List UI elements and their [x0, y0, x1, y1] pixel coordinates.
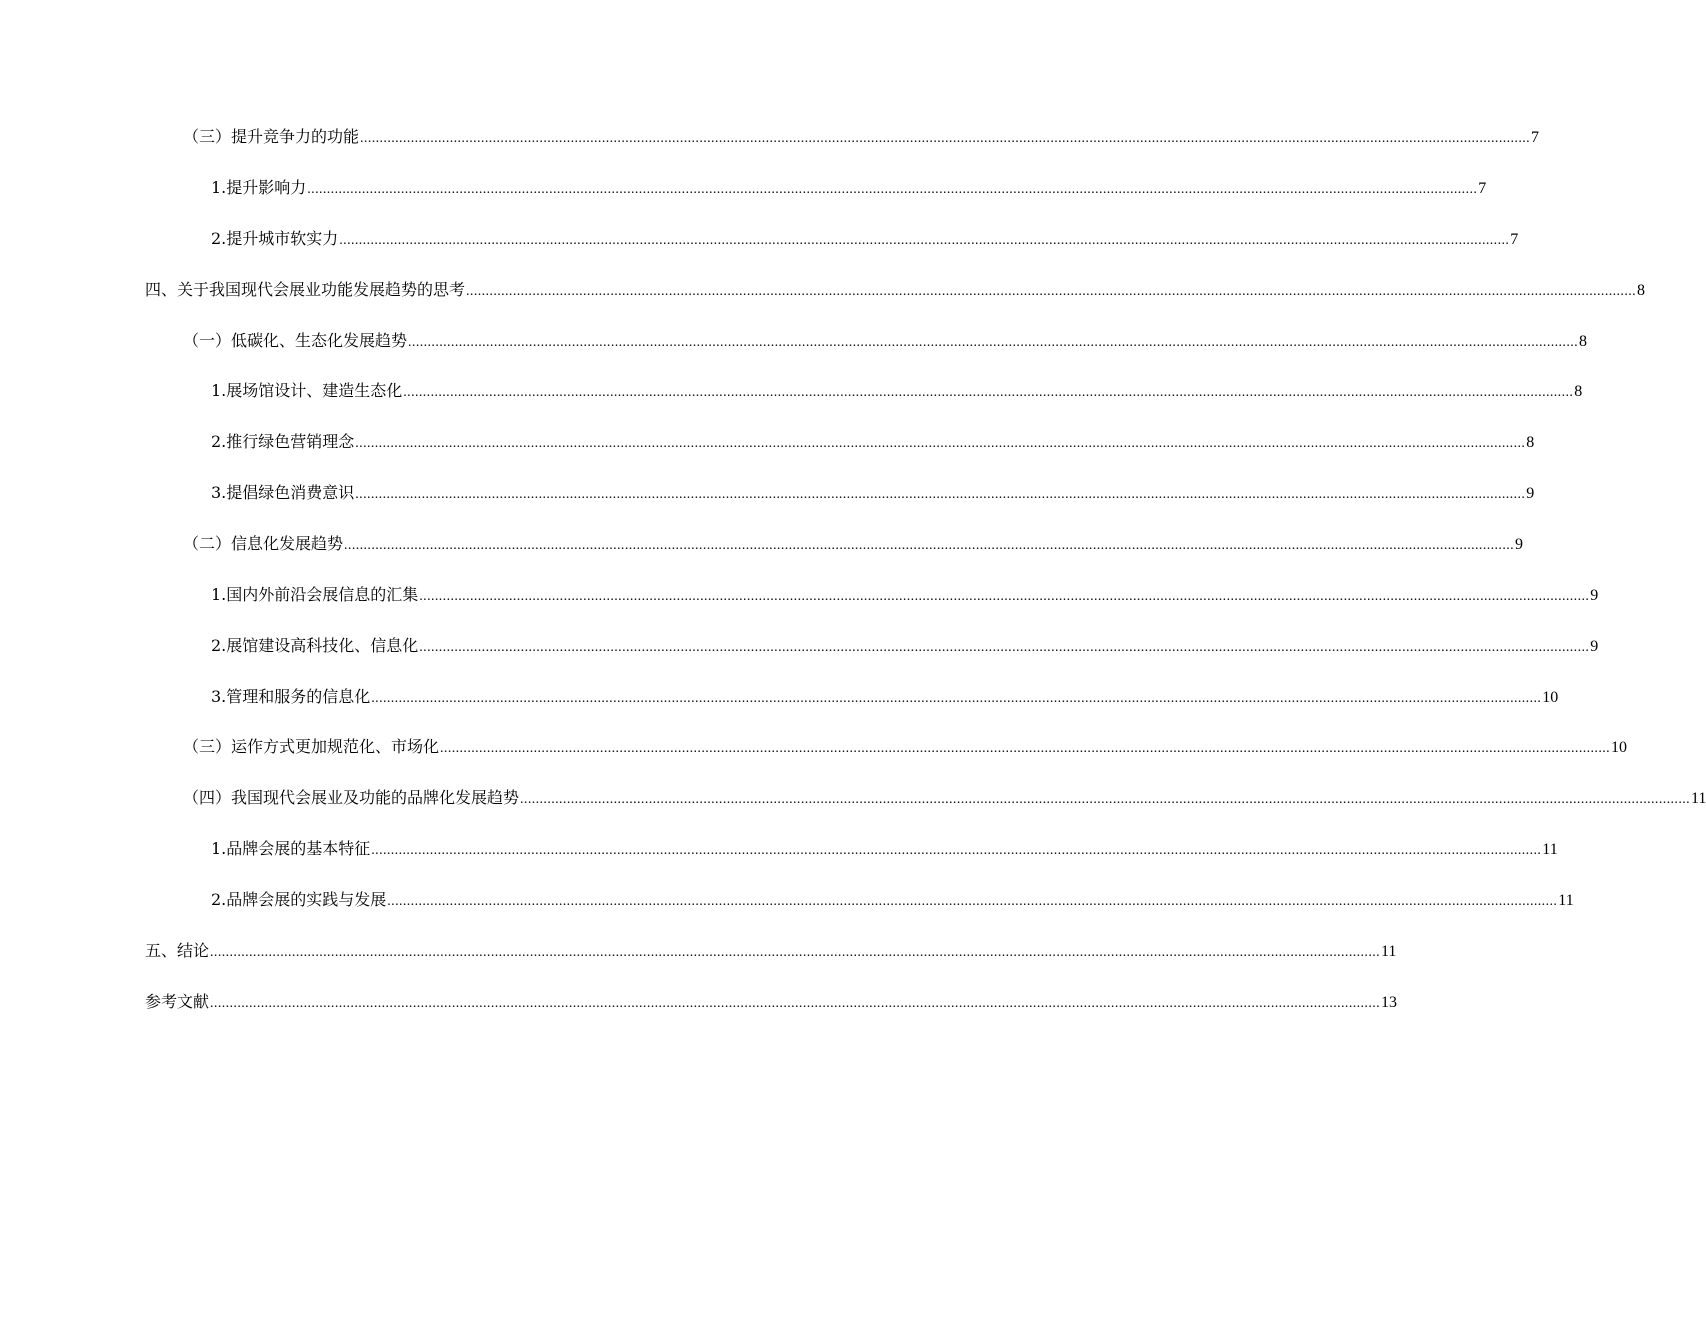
- toc-entry[interactable]: [211, 583, 1599, 607]
- toc-page-number: 11: [1691, 790, 1706, 807]
- toc-page-number: 11: [1542, 841, 1558, 858]
- toc-page-number: 8: [1637, 282, 1646, 299]
- toc-entry[interactable]: [183, 735, 1628, 759]
- toc-dot-leader: ............................................................................................................................................................................................................................................................................................................: [344, 538, 1515, 553]
- toc-entry[interactable]: [183, 786, 1706, 810]
- toc-entry-title: 2.提升城市软实力: [211, 229, 339, 248]
- toc-entry[interactable]: [211, 685, 1559, 709]
- toc-page-number: 9: [1515, 536, 1524, 553]
- toc-dot-leader: ............................................................................................................................................................................................................................................................................................................: [403, 385, 1574, 400]
- toc-entry[interactable]: [145, 939, 1397, 963]
- toc-entry-title: （三）运作方式更加规范化、市场化: [183, 737, 440, 756]
- toc-dot-leader: ............................................................................................................................................................................................................................................................................................................: [371, 691, 1542, 706]
- toc-page-number: 10: [1611, 739, 1628, 756]
- toc-entry[interactable]: [145, 990, 1398, 1014]
- toc-page-number: 7: [1478, 180, 1487, 197]
- toc-entry[interactable]: [211, 634, 1599, 658]
- toc-page-number: 13: [1381, 994, 1398, 1011]
- toc-dot-leader: ............................................................................................................................................................................................................................................................................................................: [210, 945, 1381, 960]
- toc-page-number: 7: [1531, 129, 1540, 146]
- toc-entry-title: 四、关于我国现代会展业功能发展趋势的思考: [145, 280, 466, 299]
- toc-page-number: 9: [1590, 587, 1599, 604]
- toc-entry-title: 3.管理和服务的信息化: [211, 687, 371, 706]
- toc-entry-title: （四）我国现代会展业及功能的品牌化发展趋势: [183, 788, 520, 807]
- toc-entry[interactable]: [211, 481, 1535, 505]
- toc-entry-title: 1.品牌会展的基本特征: [211, 839, 371, 858]
- toc-entry-title: 参考文献: [145, 992, 210, 1011]
- toc-dot-leader: ............................................................................................................................................................................................................................................................................................................: [419, 589, 1590, 604]
- toc-entry[interactable]: [211, 227, 1519, 251]
- toc-entry[interactable]: [183, 532, 1524, 556]
- toc-page-number: 8: [1574, 383, 1583, 400]
- toc-entry[interactable]: [211, 837, 1558, 861]
- toc-dot-leader: ............................................................................................................................................................................................................................................................................................................: [440, 741, 1611, 756]
- toc-dot-leader: ............................................................................................................................................................................................................................................................................................................: [408, 335, 1579, 350]
- toc-entry-title: （二）信息化发展趋势: [183, 534, 344, 553]
- toc-entry[interactable]: [211, 176, 1487, 200]
- toc-entry[interactable]: [211, 888, 1574, 912]
- toc-entry-title: 1.提升影响力: [211, 178, 307, 197]
- toc-entry-title: 1.展场馆设计、建造生态化: [211, 381, 403, 400]
- toc-entry[interactable]: [211, 379, 1583, 403]
- toc-entry[interactable]: [211, 430, 1535, 454]
- toc-dot-leader: ............................................................................................................................................................................................................................................................................................................: [387, 894, 1558, 909]
- toc-page-number: 10: [1542, 689, 1559, 706]
- toc-dot-leader: ............................................................................................................................................................................................................................................................................................................: [307, 182, 1478, 197]
- toc-dot-leader: ............................................................................................................................................................................................................................................................................................................: [355, 436, 1526, 451]
- toc-dot-leader: ............................................................................................................................................................................................................................................................................................................: [419, 640, 1590, 655]
- toc-dot-leader: ............................................................................................................................................................................................................................................................................................................: [371, 843, 1542, 858]
- toc-dot-leader: ............................................................................................................................................................................................................................................................................................................: [466, 284, 1637, 299]
- toc-dot-leader: ............................................................................................................................................................................................................................................................................................................: [355, 487, 1526, 502]
- toc-page-number: 8: [1526, 434, 1535, 451]
- toc-entry-title: 3.提倡绿色消费意识: [211, 483, 355, 502]
- toc-page-number: 11: [1381, 943, 1397, 960]
- toc-page-number: 7: [1510, 231, 1519, 248]
- toc-entry-title: 1.国内外前沿会展信息的汇集: [211, 585, 419, 604]
- toc-page-number: 11: [1558, 892, 1574, 909]
- toc-page-number: 8: [1579, 333, 1588, 350]
- toc-entry[interactable]: [183, 125, 1540, 149]
- toc-entry-title: （三）提升竞争力的功能: [183, 127, 360, 146]
- toc-entry[interactable]: [183, 329, 1588, 353]
- toc-entry-title: 2.品牌会展的实践与发展: [211, 890, 387, 909]
- toc-entry-title: 五、结论: [145, 941, 210, 960]
- toc-entry-title: 2.推行绿色营销理念: [211, 432, 355, 451]
- toc-entry-title: 2.展馆建设高科技化、信息化: [211, 636, 419, 655]
- toc-entry[interactable]: [145, 278, 1646, 302]
- toc-entry-title: （一）低碳化、生态化发展趋势: [183, 331, 408, 350]
- toc-page-number: 9: [1526, 485, 1535, 502]
- toc-page-number: 9: [1590, 638, 1599, 655]
- toc-dot-leader: ............................................................................................................................................................................................................................................................................................................: [210, 996, 1381, 1011]
- toc-dot-leader: ............................................................................................................................................................................................................................................................................................................: [339, 233, 1510, 248]
- toc-dot-leader: ............................................................................................................................................................................................................................................................................................................: [360, 131, 1531, 146]
- toc-dot-leader: ............................................................................................................................................................................................................................................................................................................: [520, 792, 1691, 807]
